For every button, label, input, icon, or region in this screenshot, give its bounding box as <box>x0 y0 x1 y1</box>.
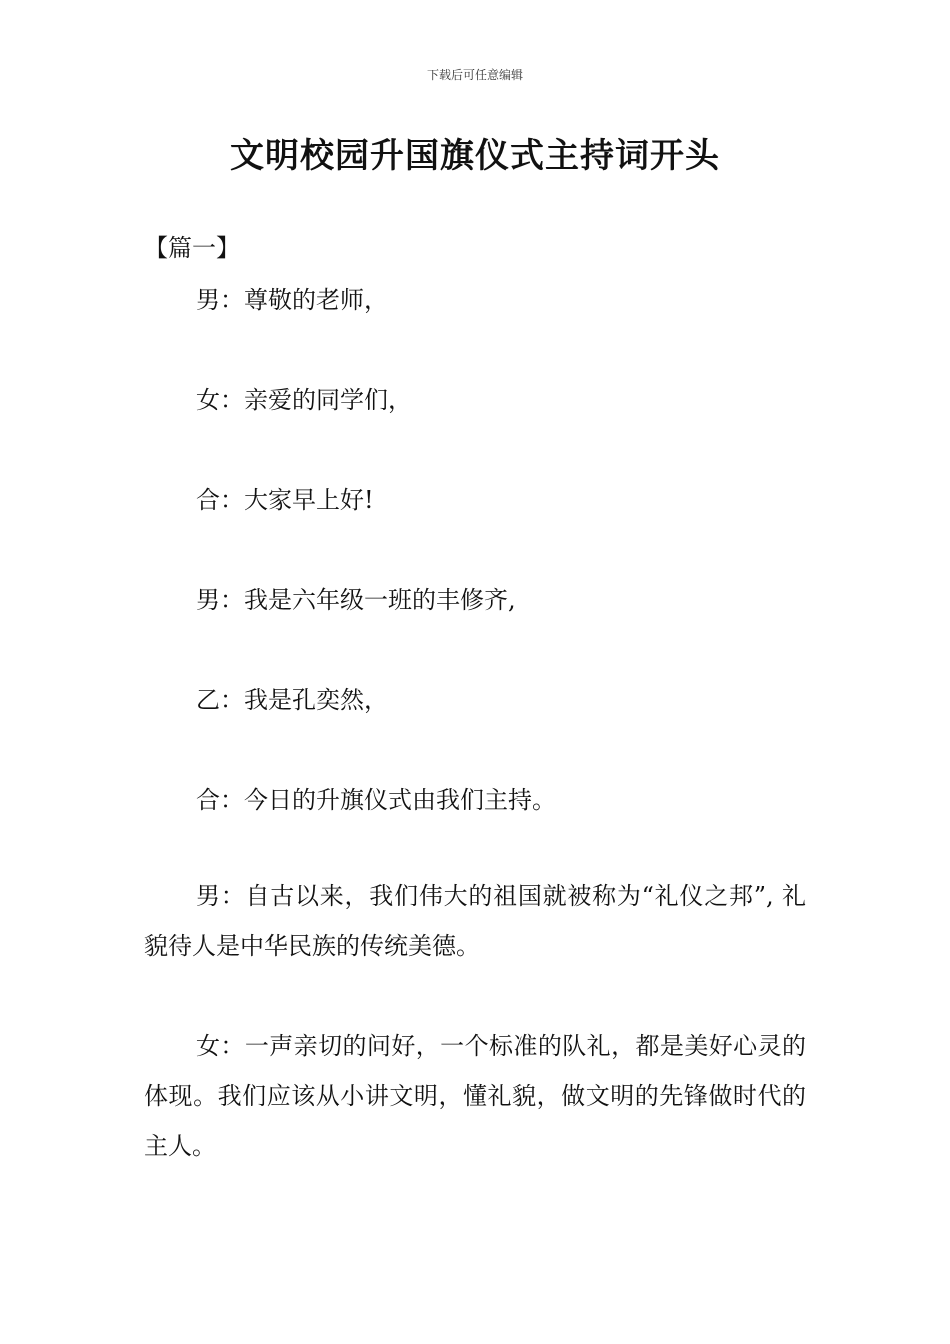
dialogue-line: 女：亲爱的同学们， <box>196 386 412 414</box>
dialogue-line: 男：尊敬的老师， <box>196 286 388 314</box>
dialogue-line: 合：大家早上好! <box>196 486 374 514</box>
section-heading: 【篇一】 <box>144 234 240 262</box>
dialogue-line: 乙：我是孔奕然， <box>196 686 388 714</box>
dialogue-line: 合：今日的升旗仪式由我们主持。 <box>196 786 556 814</box>
header-note: 下载后可任意编辑 <box>426 68 523 82</box>
dialogue-paragraph: 男：自古以来，我们伟大的祖国就被称为“礼仪之邦”, 礼貌待人是中华民族的传统美德。 <box>144 882 806 960</box>
dialogue-line: 男：我是六年级一班的丰修齐, <box>196 586 516 614</box>
dialogue-paragraph: 女：一声亲切的问好，一个标准的队礼，都是美好心灵的体现。我们应该从小讲文明，懂礼貌，做文明的先锋做时代的主人。 <box>144 1032 806 1160</box>
document-title: 文明校园升国旗仪式主持词开头 <box>230 136 720 176</box>
